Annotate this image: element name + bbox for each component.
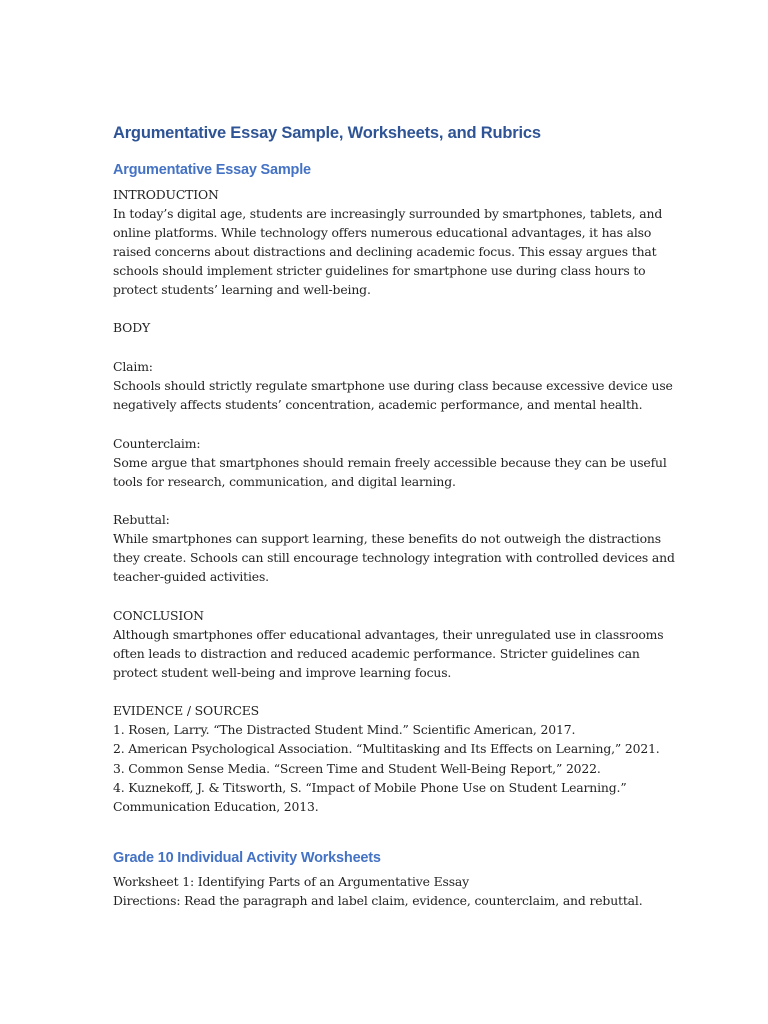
source-line: 4. Kuznekoff, J. & Titsworth, S. “Impact of Mobile Phone Use on Student Learning.” xyxy=(113,780,627,795)
source-line: Communication Education, 2013. xyxy=(113,799,319,814)
worksheet-title: Worksheet 1: Identifying Parts of an Argumentative Essay xyxy=(113,874,470,889)
claim-line: negatively affects students’ concentration, academic performance, and mental health. xyxy=(113,397,643,412)
conclusion-line: Although smartphones offer educational advantages, their unregulated use in classrooms xyxy=(113,627,664,642)
source-line: 3. Common Sense Media. “Screen Time and Student Well-Being Report,” 2022. xyxy=(113,761,601,776)
rebuttal-line: they create. Schools can still encourage technology integration with controlled devices and xyxy=(113,550,675,565)
counterclaim-label: Counterclaim: xyxy=(113,436,201,451)
source-line: 2. American Psychological Association. “Multitasking and Its Effects on Learning,” 2021. xyxy=(113,741,660,756)
introduction-line: raised concerns about distractions and declining academic focus. This essay argues that xyxy=(113,244,657,259)
introduction-line: protect students’ learning and well-being. xyxy=(113,282,371,297)
claim-label: Claim: xyxy=(113,359,153,374)
rebuttal-label: Rebuttal: xyxy=(113,512,170,527)
claim-line: Schools should strictly regulate smartphone use during class because excessive device use xyxy=(113,378,673,393)
conclusion-line: protect student well-being and improve learning focus. xyxy=(113,665,452,680)
document-title: Argumentative Essay Sample, Worksheets, and Rubrics xyxy=(113,124,541,142)
introduction-line: online platforms. While technology offers numerous educational advantages, it has also xyxy=(113,225,652,240)
introduction-line: In today’s digital age, students are increasingly surrounded by smartphones, tablets, and xyxy=(113,206,663,221)
worksheet-directions: Directions: Read the paragraph and label claim, evidence, counterclaim, and rebuttal. xyxy=(113,893,643,908)
rebuttal-line: While smartphones can support learning, these benefits do not outweigh the distractions xyxy=(113,531,661,546)
conclusion-label: CONCLUSION xyxy=(113,608,204,623)
conclusion-line: often leads to distraction and reduced academic performance. Stricter guidelines can xyxy=(113,646,640,661)
source-line: 1. Rosen, Larry. “The Distracted Student Mind.” Scientific American, 2017. xyxy=(113,722,576,737)
introduction-line: schools should implement stricter guidelines for smartphone use during class hours to xyxy=(113,263,646,278)
section-heading-essay-sample: Argumentative Essay Sample xyxy=(113,162,311,178)
introduction-label: INTRODUCTION xyxy=(113,187,219,202)
section-heading-worksheets: Grade 10 Individual Activity Worksheets xyxy=(113,850,381,866)
counterclaim-line: Some argue that smartphones should remain freely accessible because they can be useful xyxy=(113,455,667,470)
body-label: BODY xyxy=(113,320,151,335)
rebuttal-line: teacher-guided activities. xyxy=(113,569,269,584)
evidence-label: EVIDENCE / SOURCES xyxy=(113,703,260,718)
counterclaim-line: tools for research, communication, and digital learning. xyxy=(113,474,456,489)
